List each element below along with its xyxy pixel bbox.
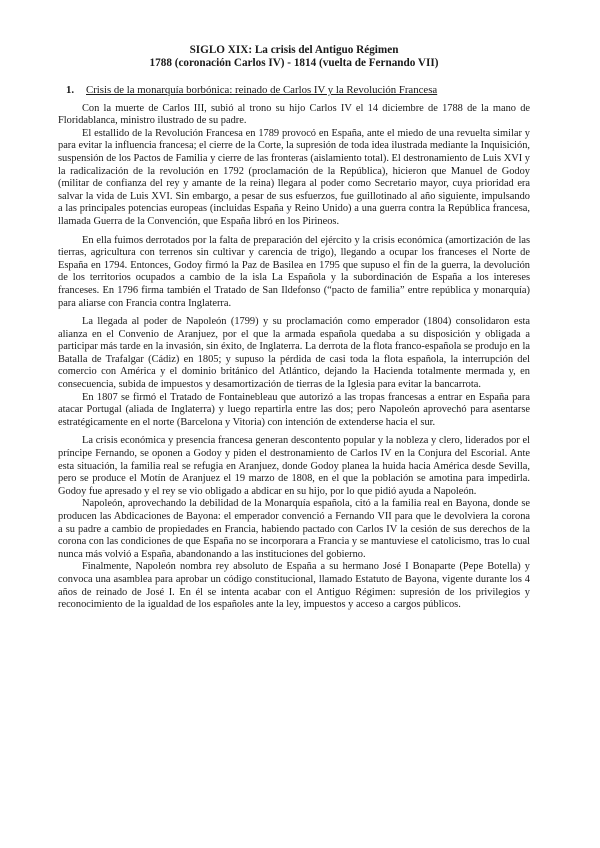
paragraph-3: En ella fuimos derrotados por la falta de preparación del ejército y la crisis económica (amortización de las tierras, agricultura con terrenos sin cultivar y carencia de trigo), llegando a ocupar los franceses el Norte de España en 1794. Entonces, Godoy firmó la Paz de Basilea en 1795 que supuso el fin de la guerra, la devolución de los territorios ocupados a cambio de la isla La Española y la subordinación de España a los intereses franceses. En 1796 firma también el Tratado de San Ildefonso (“pacto de familia” entre república y monarquía) para aliarse con Francia contra Inglaterra. [58,234,530,309]
paragraph-6: La crisis económica y presencia francesa generan descontento popular y la nobleza y clero, liderados por el príncipe Fernando, se oponen a Godoy y piden el destronamiento de Carlos IV en la Conjura del Escorial. Ante esta situación, la familia real se refugia en Aranjuez, donde Godoy planea la huida hacia América desde Sevilla, pero se produce el Motín de Aranjuez el 19 marzo de 1808, en el que la población se amotina para impedirla. Godoy fue apresado y el rey se vio obligado a abdicar en su hijo, por lo que pidió ayuda a Napoleón. [58,435,530,497]
paragraph-4: La llegada al poder de Napoleón (1799) y su proclamación como emperador (1804) consolidaron esta alianza en el Convenio de Aranjuez, por el que la armada española quedaba a su disposición y obligada a participar más tarde en la invasión, sin éxito, de Inglaterra. La derrota de la flota franco-española se produjo en la Batalla de Trafalgar (Cádiz) en 1805; y supuso la pérdida de casi toda la flota española, la interrupción del comercio con América y el dominio británico del Atlántico, dejando la Hacienda totalmente mermada y, en consecuencia, subida de impuestos y desamortización de tierras de la Iglesia para evitar la bancarrota. [58,316,530,391]
paragraph-1: Con la muerte de Carlos III, subió al trono su hijo Carlos IV el 14 diciembre de 1788 de la mano de Floridablanca, ministro ilustrado de su padre. [58,102,530,127]
paragraph-5: En 1807 se firmó el Tratado de Fontainebleau que autorizó a las tropas francesas a entrar en España para atacar Portugal (aliada de Inglaterra) y luego repartirla entre las dos; pero Napoleón aprovechó para asentarse estratégicamente en el norte (Barcelona y Vitoria) con intención de extenderse hacia el sur. [58,391,530,428]
paragraph-2: El estallido de la Revolución Francesa en 1789 provocó en España, ante el miedo de una revuelta similar y para evitar la influencia francesa; el cierre de la Corte, la supresión de toda idea ilustrada mediante la Inquisición, suspensión de los Pactos de Familia y cierre de las fronteras (aislamiento total). El destronamiento de Luis XVI y la radicalización de la revolución en 1792 (proclamación de la República), hicieron que Manuel de Godoy (militar de confianza del rey y amante de la reina) llegara al poder como Secretario mayor, cuya prioridad era salvar la vida de Luis XVI. Sin embargo, a pesar de sus esfuerzos, fue guillotinado al año siguiente, impulsando a las principales potencias europeas (incluidas España y Reino Unido) a una guerra contra la República francesa, llamada Guerra de la Convención, que España libró en los Pirineos. [58,127,530,227]
title-line-1: SIGLO XIX: La crisis del Antiguo Régimen [189,44,399,56]
paragraph-8: Finalmente, Napoleón nombra rey absoluto de España a su hermano José I Bonaparte (Pepe Botella) y convoca una asamblea para aprobar un código constitucional, llamado Estatuto de Bayona, vigente durante los 4 años de reinado de José I. En él se intenta acabar con el Antiguo Régimen: supresión de los privilegios y reconocimiento de la igualdad de los españoles ante la ley, impuestos y acceso a cargos públicos. [58,561,530,611]
title-line-2: 1788 (coronación Carlos IV) - 1814 (vuelta de Fernando VII) [149,57,439,69]
section-heading [58,84,530,97]
section-heading-text: Crisis de la monarquía borbónica: reinado de Carlos IV y la Revolución Francesa [86,84,438,96]
section-number: 1. [66,84,75,96]
paragraph-7: Napoleón, aprovechando la debilidad de la Monarquía española, citó a la familia real en Bayona, donde se producen las Abdicaciones de Bayona: el emperador convenció a Fernando VII para que le devolviera la corona a su padre a cambio de propiedades en Francia, habiendo pactado con Carlos IV la cesión de sus derechos de la corona con las condiciones de que España no se incorporara a Francia y se mantuviese el catolicismo, tras lo cual nunca más volvió a España, abandonando a las instituciones del gobierno. [58,498,530,560]
